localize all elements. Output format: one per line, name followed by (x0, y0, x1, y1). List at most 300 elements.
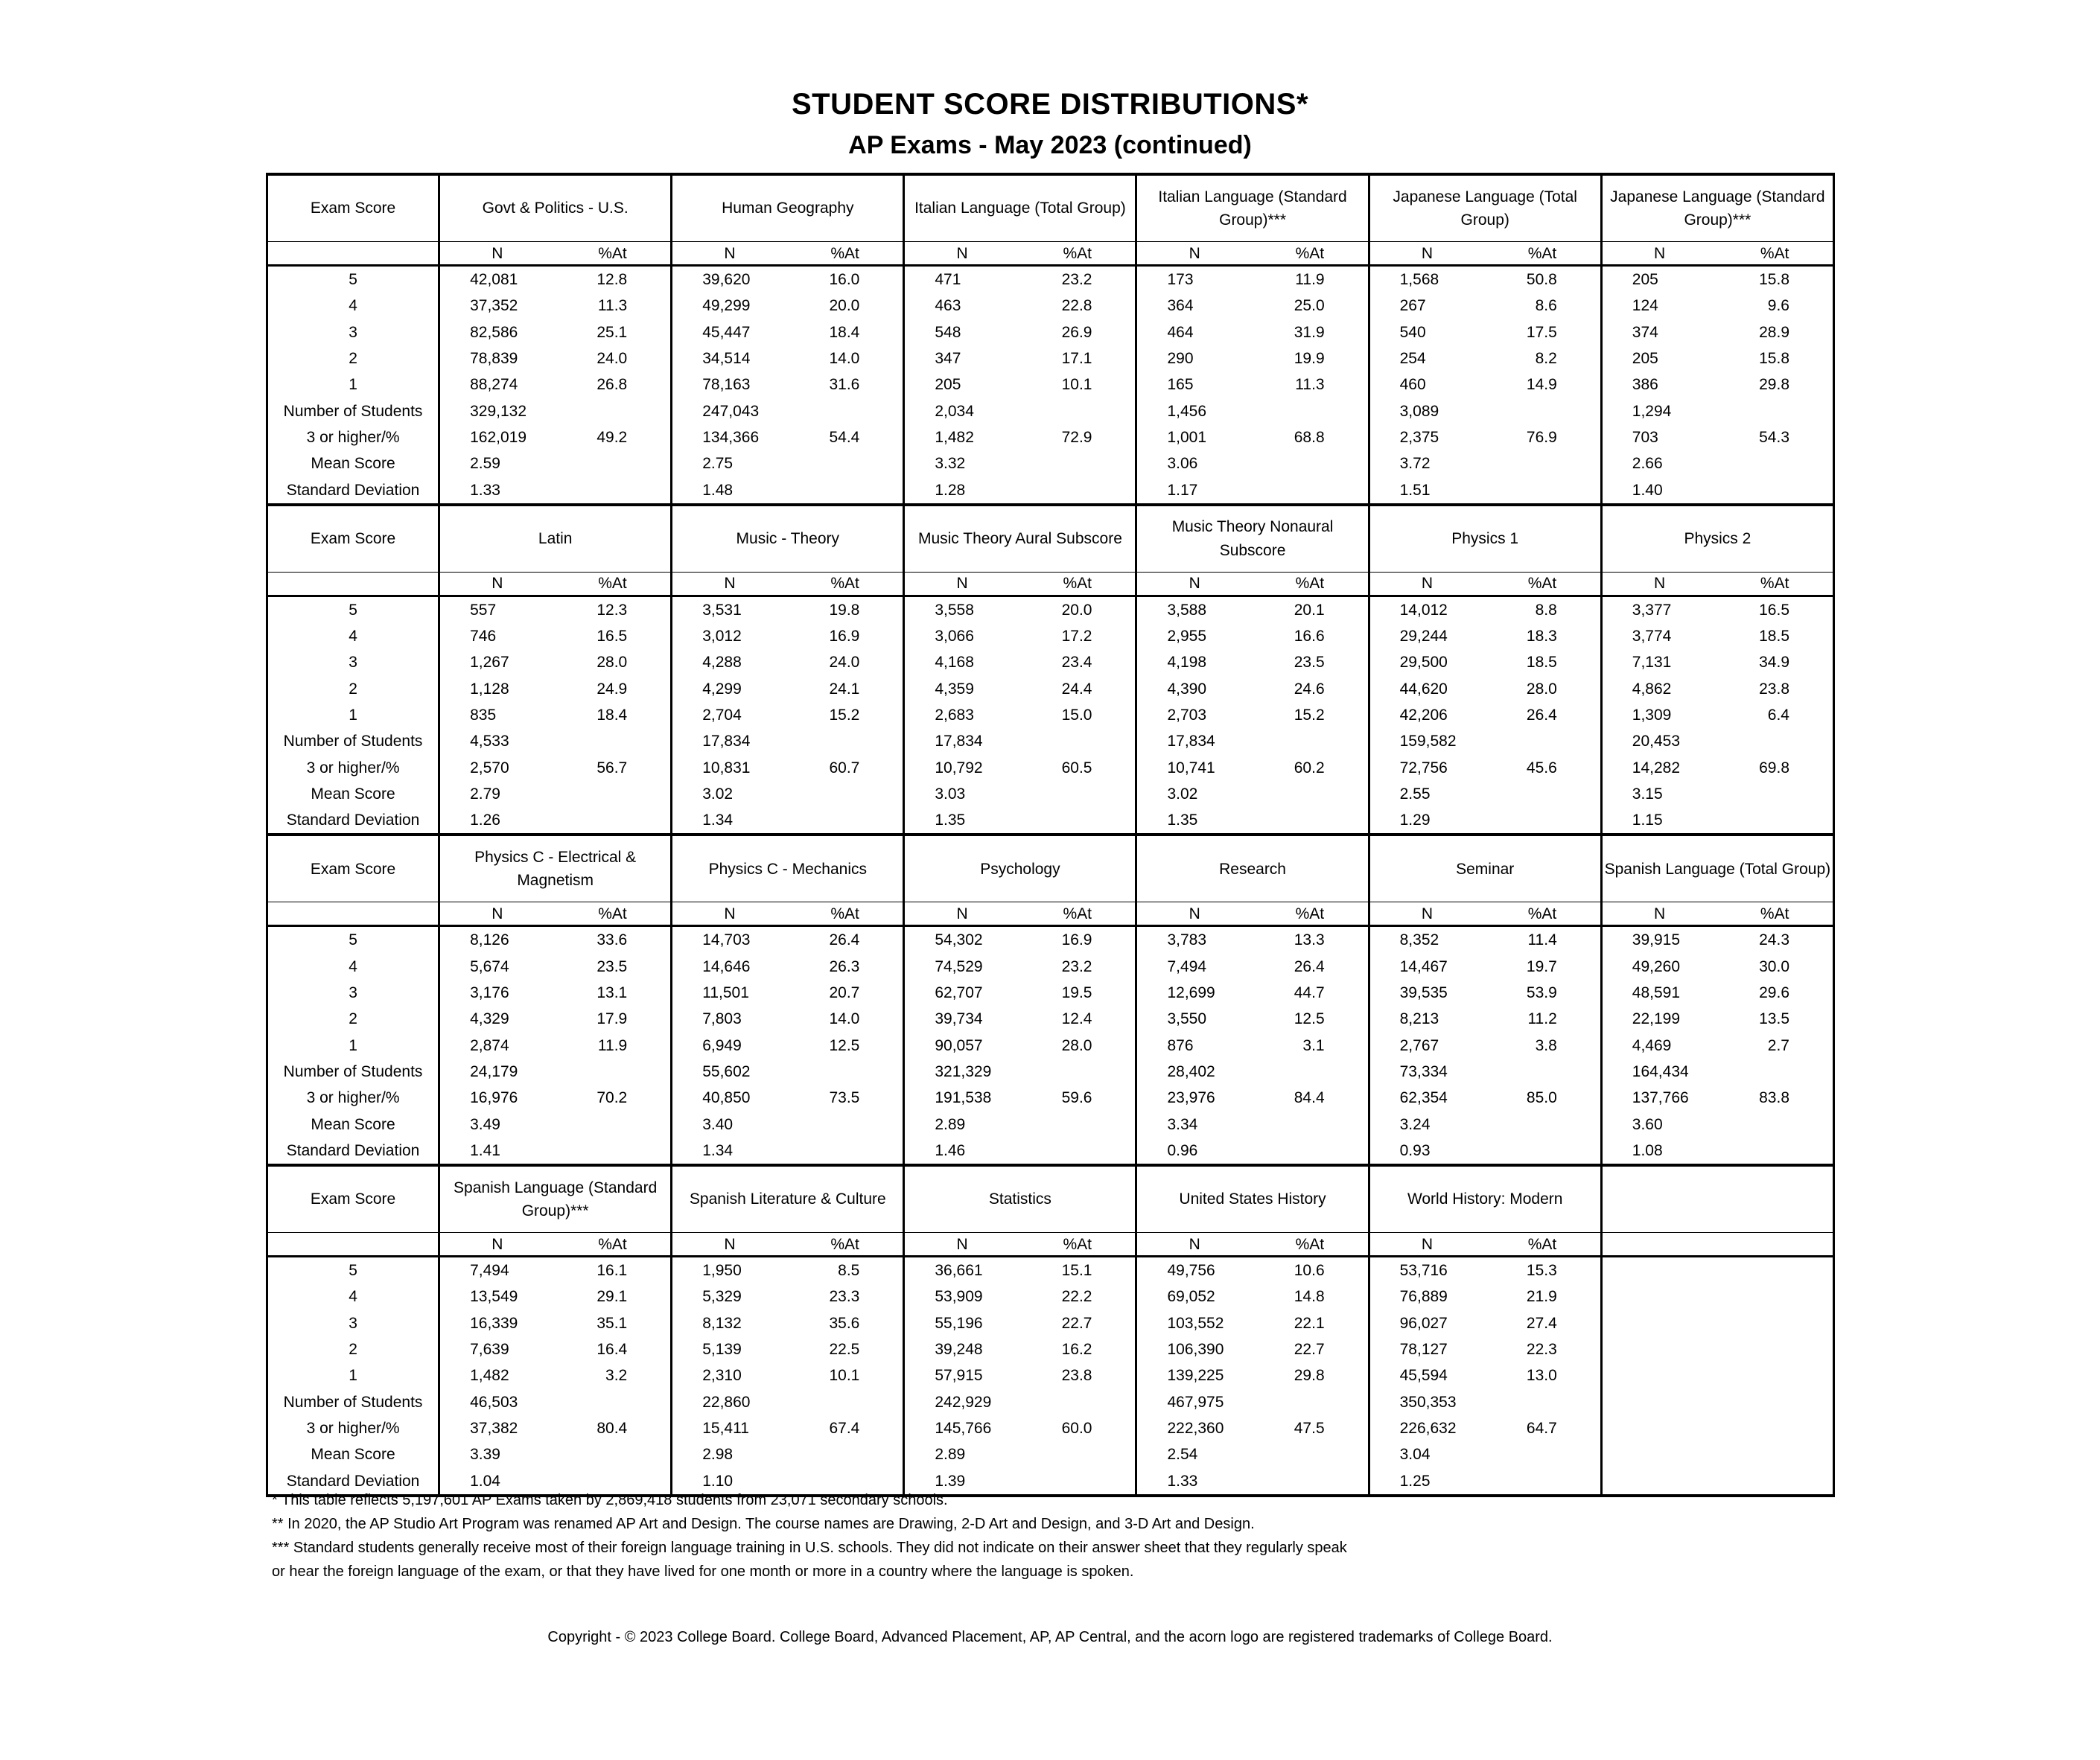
pct-value: 23.5 (1252, 649, 1369, 675)
pct-value (787, 476, 904, 504)
pct-value: 50.8 (1484, 266, 1601, 293)
row-label: 1 (267, 372, 439, 398)
n-value: 2,704 (672, 702, 787, 728)
pct-value: 84.4 (1252, 1085, 1369, 1111)
pct-value (1716, 781, 1833, 807)
n-value: 3.49 (439, 1111, 555, 1137)
n-value: 3,066 (904, 623, 1019, 649)
empty-cell (1601, 1467, 1716, 1495)
n-column-header: N (439, 1233, 555, 1257)
n-value: 2.54 (1136, 1441, 1252, 1467)
empty-cell (1716, 1257, 1833, 1284)
n-value: 3.02 (1136, 781, 1252, 807)
n-value: 57,915 (904, 1362, 1019, 1388)
n-value: 2,683 (904, 702, 1019, 728)
pct-value (1484, 398, 1601, 424)
pct-value: 59.6 (1019, 1085, 1136, 1111)
pct-value: 28.0 (555, 649, 672, 675)
pct-value: 23.8 (1716, 676, 1833, 702)
n-value: 2,767 (1369, 1033, 1484, 1059)
blank-label-cell (267, 242, 439, 266)
pct-value (787, 728, 904, 754)
pct-column-header: %At (555, 1233, 672, 1257)
n-value: 191,538 (904, 1085, 1019, 1111)
pct-column-header: %At (555, 242, 672, 266)
n-value: 557 (439, 596, 555, 623)
pct-value (555, 781, 672, 807)
n-value: 8,126 (439, 926, 555, 954)
pct-value: 21.9 (1484, 1284, 1601, 1310)
n-value: 13,549 (439, 1284, 555, 1310)
exam-name: Latin (439, 505, 672, 573)
pct-value: 85.0 (1484, 1085, 1601, 1111)
pct-value: 29.6 (1716, 980, 1833, 1006)
n-value: 4,198 (1136, 649, 1252, 675)
pct-value (1252, 476, 1369, 504)
empty-cell (1601, 1441, 1716, 1467)
n-value: 3,089 (1369, 398, 1484, 424)
empty-cell (1601, 1362, 1716, 1388)
n-value: 4,299 (672, 676, 787, 702)
number-of-students-row (267, 398, 1834, 424)
n-value: 3.40 (672, 1111, 787, 1137)
score-distribution-table (266, 173, 1835, 1497)
score-row (267, 293, 1834, 319)
n-column-header: N (904, 902, 1019, 926)
row-label: 4 (267, 623, 439, 649)
n-value: 3.60 (1601, 1111, 1716, 1137)
n-column-header: N (1136, 902, 1252, 926)
pct-value (555, 1059, 672, 1085)
n-value: 247,043 (672, 398, 787, 424)
pct-value (787, 1389, 904, 1415)
n-value: 4,288 (672, 649, 787, 675)
pct-value: 73.5 (787, 1085, 904, 1111)
row-label: 4 (267, 954, 439, 980)
n-value: 17,834 (672, 728, 787, 754)
pct-column-header: %At (1252, 902, 1369, 926)
n-value: 2,874 (439, 1033, 555, 1059)
n-value: 4,390 (1136, 676, 1252, 702)
n-value: 29,244 (1369, 623, 1484, 649)
n-value: 139,225 (1136, 1362, 1252, 1388)
pct-value: 15.2 (1252, 702, 1369, 728)
exam-name: Italian Language (Standard Group)*** (1136, 174, 1369, 242)
n-value: 24,179 (439, 1059, 555, 1085)
pct-value: 26.4 (1484, 702, 1601, 728)
pct-value: 15.3 (1484, 1257, 1601, 1284)
pct-value: 16.9 (787, 623, 904, 649)
n-value: 1.10 (672, 1467, 787, 1495)
n-value: 4,469 (1601, 1033, 1716, 1059)
column-header-row (267, 242, 1834, 266)
pct-value: 10.6 (1252, 1257, 1369, 1284)
n-value: 1.35 (904, 807, 1019, 835)
pct-value: 19.9 (1252, 345, 1369, 372)
pct-value (1484, 728, 1601, 754)
n-column-header: N (1136, 1233, 1252, 1257)
n-column-header: N (1136, 572, 1252, 596)
exam-name: Japanese Language (Total Group) (1369, 174, 1601, 242)
pct-column-header: %At (1484, 902, 1601, 926)
n-value: 1,950 (672, 1257, 787, 1284)
score-row (267, 954, 1834, 980)
pct-value (1716, 1111, 1833, 1137)
pct-value (1484, 450, 1601, 476)
n-column-header: N (1369, 902, 1484, 926)
exam-name: Physics 2 (1601, 505, 1833, 573)
exam-name: Italian Language (Total Group) (904, 174, 1136, 242)
empty-cell (1601, 1257, 1716, 1284)
pct-value (1252, 728, 1369, 754)
n-value: 242,929 (904, 1389, 1019, 1415)
n-value: 2,955 (1136, 623, 1252, 649)
pct-value: 8.6 (1484, 293, 1601, 319)
n-value: 82,586 (439, 319, 555, 345)
n-value: 14,012 (1369, 596, 1484, 623)
row-label: Standard Deviation (267, 1467, 439, 1495)
n-value: 55,196 (904, 1310, 1019, 1336)
pct-value (787, 1441, 904, 1467)
row-label: 3 (267, 319, 439, 345)
pct-column-header: %At (1716, 242, 1833, 266)
n-value: 14,467 (1369, 954, 1484, 980)
n-value: 3.02 (672, 781, 787, 807)
pct-column-header: %At (1484, 242, 1601, 266)
pct-column-header: %At (555, 902, 672, 926)
n-value: 62,354 (1369, 1085, 1484, 1111)
pct-value: 56.7 (555, 754, 672, 780)
pct-column-header: %At (1019, 902, 1136, 926)
pct-value: 24.0 (555, 345, 672, 372)
n-value: 0.96 (1136, 1138, 1252, 1165)
pct-value: 14.8 (1252, 1284, 1369, 1310)
n-value: 3.06 (1136, 450, 1252, 476)
pct-value (1716, 728, 1833, 754)
exam-name: United States History (1136, 1165, 1369, 1233)
n-value: 746 (439, 623, 555, 649)
n-value: 2.89 (904, 1111, 1019, 1137)
row-label: Standard Deviation (267, 1138, 439, 1165)
n-value: 39,620 (672, 266, 787, 293)
score-row (267, 345, 1834, 372)
n-value: 1,482 (904, 424, 1019, 450)
pct-value: 24.0 (787, 649, 904, 675)
pct-value (1252, 807, 1369, 835)
n-value: 162,019 (439, 424, 555, 450)
score-row (267, 649, 1834, 675)
pct-column-header: %At (1252, 1233, 1369, 1257)
n-value: 44,620 (1369, 676, 1484, 702)
pct-value: 35.1 (555, 1310, 672, 1336)
pct-column-header: %At (1484, 1233, 1601, 1257)
mean-score-row (267, 781, 1834, 807)
n-value: 1,309 (1601, 702, 1716, 728)
pct-value (787, 807, 904, 835)
empty-cell (1716, 1310, 1833, 1336)
row-label: 5 (267, 266, 439, 293)
score-row (267, 1257, 1834, 1284)
row-label: Standard Deviation (267, 476, 439, 504)
n-value: 4,533 (439, 728, 555, 754)
n-value: 2.75 (672, 450, 787, 476)
exam-score-label: Exam Score (267, 505, 439, 573)
n-value: 103,552 (1136, 1310, 1252, 1336)
row-label: Standard Deviation (267, 807, 439, 835)
pct-value (1484, 1467, 1601, 1495)
n-value: 7,803 (672, 1006, 787, 1032)
n-value: 2.79 (439, 781, 555, 807)
n-value: 3,176 (439, 980, 555, 1006)
n-value: 5,329 (672, 1284, 787, 1310)
n-value: 347 (904, 345, 1019, 372)
standard-deviation-row (267, 807, 1834, 835)
pct-value (555, 807, 672, 835)
pct-value: 20.7 (787, 980, 904, 1006)
n-column-header: N (904, 1233, 1019, 1257)
pct-value: 13.5 (1716, 1006, 1833, 1032)
pct-value: 24.4 (1019, 676, 1136, 702)
empty-cell (1716, 1284, 1833, 1310)
n-value: 1.15 (1601, 807, 1716, 835)
number-of-students-row (267, 1059, 1834, 1085)
blank-label-cell (267, 902, 439, 926)
pct-value: 22.5 (787, 1336, 904, 1362)
n-value: 45,594 (1369, 1362, 1484, 1388)
n-value: 37,352 (439, 293, 555, 319)
empty-cell (1716, 1441, 1833, 1467)
n-value: 226,632 (1369, 1415, 1484, 1441)
n-value: 34,514 (672, 345, 787, 372)
n-value: 1.08 (1601, 1138, 1716, 1165)
n-value: 55,602 (672, 1059, 787, 1085)
pct-value: 12.3 (555, 596, 672, 623)
pct-value: 16.2 (1019, 1336, 1136, 1362)
n-value: 173 (1136, 266, 1252, 293)
pct-column-header: %At (1019, 242, 1136, 266)
n-value: 42,206 (1369, 702, 1484, 728)
score-row (267, 266, 1834, 293)
n-column-header: N (1369, 572, 1484, 596)
exam-name: Japanese Language (Standard Group)*** (1601, 174, 1833, 242)
n-value: 3,588 (1136, 596, 1252, 623)
n-value: 6,949 (672, 1033, 787, 1059)
n-value: 2,375 (1369, 424, 1484, 450)
n-value: 7,494 (1136, 954, 1252, 980)
n-column-header: N (672, 1233, 787, 1257)
pct-value: 23.2 (1019, 266, 1136, 293)
pct-column-header: %At (1252, 242, 1369, 266)
exam-name: Physics 1 (1369, 505, 1601, 573)
n-value: 703 (1601, 424, 1716, 450)
score-row (267, 1284, 1834, 1310)
pct-value (1019, 398, 1136, 424)
pct-value: 20.0 (1019, 596, 1136, 623)
score-row (267, 372, 1834, 398)
n-value: 1.48 (672, 476, 787, 504)
pct-value: 34.9 (1716, 649, 1833, 675)
n-value: 460 (1369, 372, 1484, 398)
pct-value (787, 781, 904, 807)
n-value: 1,456 (1136, 398, 1252, 424)
pct-value: 25.1 (555, 319, 672, 345)
exam-name: Spanish Language (Total Group) (1601, 835, 1833, 902)
exam-name (1601, 1165, 1833, 1233)
n-value: 540 (1369, 319, 1484, 345)
row-label: 3 or higher/% (267, 754, 439, 780)
pct-column-header: %At (1484, 572, 1601, 596)
n-value: 3.15 (1601, 781, 1716, 807)
pct-value: 12.8 (555, 266, 672, 293)
pct-value: 76.9 (1484, 424, 1601, 450)
exam-name: Music - Theory (672, 505, 904, 573)
n-value: 39,535 (1369, 980, 1484, 1006)
n-value: 3,377 (1601, 596, 1716, 623)
pct-value: 28.0 (1019, 1033, 1136, 1059)
pct-value: 9.6 (1716, 293, 1833, 319)
number-of-students-row (267, 1389, 1834, 1415)
pct-value: 22.8 (1019, 293, 1136, 319)
pct-value: 30.0 (1716, 954, 1833, 980)
n-column-header: N (904, 572, 1019, 596)
row-label: 4 (267, 1284, 439, 1310)
row-label: 3 or higher/% (267, 1085, 439, 1111)
exam-name: Spanish Language (Standard Group)*** (439, 1165, 672, 1233)
row-label: Mean Score (267, 781, 439, 807)
n-value: 1.28 (904, 476, 1019, 504)
n-value: 145,766 (904, 1415, 1019, 1441)
pct-value: 23.8 (1019, 1362, 1136, 1388)
pct-value (1019, 1389, 1136, 1415)
n-value: 10,831 (672, 754, 787, 780)
pct-value: 11.4 (1484, 926, 1601, 954)
n-value: 37,382 (439, 1415, 555, 1441)
n-value: 1.33 (1136, 1467, 1252, 1495)
pct-value (787, 1111, 904, 1137)
n-value: 374 (1601, 319, 1716, 345)
row-label: Mean Score (267, 1111, 439, 1137)
score-row (267, 926, 1834, 954)
copyright-notice: Copyright - © 2023 College Board. College Board, Advanced Placement, AP, AP Central, and the acorn logo are registered trademarks of College Board. (547, 1629, 1553, 1645)
n-value: 2.89 (904, 1441, 1019, 1467)
pct-value: 29.1 (555, 1284, 672, 1310)
row-label: 4 (267, 293, 439, 319)
n-value: 23,976 (1136, 1085, 1252, 1111)
three-or-higher-row (267, 754, 1834, 780)
exam-header-row (267, 835, 1834, 902)
n-value: 0.93 (1369, 1138, 1484, 1165)
pct-value: 60.2 (1252, 754, 1369, 780)
n-value: 2.98 (672, 1441, 787, 1467)
n-value: 12,699 (1136, 980, 1252, 1006)
exam-name: Statistics (904, 1165, 1136, 1233)
n-value: 4,359 (904, 676, 1019, 702)
row-label: Number of Students (267, 398, 439, 424)
row-label: Mean Score (267, 1441, 439, 1467)
score-row (267, 319, 1834, 345)
n-value: 2,034 (904, 398, 1019, 424)
n-value: 364 (1136, 293, 1252, 319)
blank-label-cell (267, 1233, 439, 1257)
pct-value: 19.7 (1484, 954, 1601, 980)
exam-name: Human Geography (672, 174, 904, 242)
n-column-header: N (1369, 1233, 1484, 1257)
pct-value: 6.4 (1716, 702, 1833, 728)
pct-value: 14.0 (787, 1006, 904, 1032)
footnote-3: *** Standard students generally receive most of their foreign language training in U.S. schools. They did not indicate on their answer sheet that they regularly speak (272, 1540, 1347, 1556)
pct-value: 10.1 (787, 1362, 904, 1388)
pct-value: 17.5 (1484, 319, 1601, 345)
n-value: 835 (439, 702, 555, 728)
n-value: 46,503 (439, 1389, 555, 1415)
n-value: 3.32 (904, 450, 1019, 476)
pct-value (555, 728, 672, 754)
n-value: 321,329 (904, 1059, 1019, 1085)
score-row (267, 676, 1834, 702)
exam-header-row (267, 1165, 1834, 1233)
footnote-2: ** In 2020, the AP Studio Art Program was renamed AP Art and Design. The course names are Drawing, 2-D Art and Design, and 3-D Art and Design. (272, 1516, 1255, 1532)
pct-value: 47.5 (1252, 1415, 1369, 1441)
n-value: 3,774 (1601, 623, 1716, 649)
pct-value: 22.3 (1484, 1336, 1601, 1362)
n-value: 53,716 (1369, 1257, 1484, 1284)
pct-value: 10.1 (1019, 372, 1136, 398)
n-value: 8,213 (1369, 1006, 1484, 1032)
pct-value: 13.0 (1484, 1362, 1601, 1388)
pct-value: 53.9 (1484, 980, 1601, 1006)
pct-value: 16.9 (1019, 926, 1136, 954)
empty-cell (1601, 1284, 1716, 1310)
pct-value: 23.4 (1019, 649, 1136, 675)
n-value: 124 (1601, 293, 1716, 319)
pct-value: 18.5 (1716, 623, 1833, 649)
pct-value: 13.1 (555, 980, 672, 1006)
n-column-header: N (439, 902, 555, 926)
pct-value: 8.2 (1484, 345, 1601, 372)
n-value: 159,582 (1369, 728, 1484, 754)
n-value: 386 (1601, 372, 1716, 398)
n-value: 10,792 (904, 754, 1019, 780)
pct-value (555, 1389, 672, 1415)
n-value: 1.17 (1136, 476, 1252, 504)
footnote-1: * This table reflects 5,197,601 AP Exams taken by 2,869,418 students from 23,071 secondary schools. (272, 1492, 948, 1508)
pct-value (1252, 781, 1369, 807)
n-value: 88,274 (439, 372, 555, 398)
pct-column-header: %At (1252, 572, 1369, 596)
pct-value: 27.4 (1484, 1310, 1601, 1336)
pct-value (1484, 781, 1601, 807)
n-value: 1.40 (1601, 476, 1716, 504)
n-value: 3,558 (904, 596, 1019, 623)
three-or-higher-row (267, 1085, 1834, 1111)
n-value: 39,915 (1601, 926, 1716, 954)
n-value: 2,703 (1136, 702, 1252, 728)
n-value: 329,132 (439, 398, 555, 424)
n-value: 3,012 (672, 623, 787, 649)
n-value: 72,756 (1369, 754, 1484, 780)
exam-name: Research (1136, 835, 1369, 902)
n-value: 165 (1136, 372, 1252, 398)
pct-value (1716, 1138, 1833, 1165)
n-value: 90,057 (904, 1033, 1019, 1059)
n-column-header: N (1601, 242, 1716, 266)
pct-value: 33.6 (555, 926, 672, 954)
n-value: 39,734 (904, 1006, 1019, 1032)
pct-value: 15.8 (1716, 345, 1833, 372)
pct-value (1252, 450, 1369, 476)
row-label: Number of Students (267, 728, 439, 754)
n-value: 1.26 (439, 807, 555, 835)
